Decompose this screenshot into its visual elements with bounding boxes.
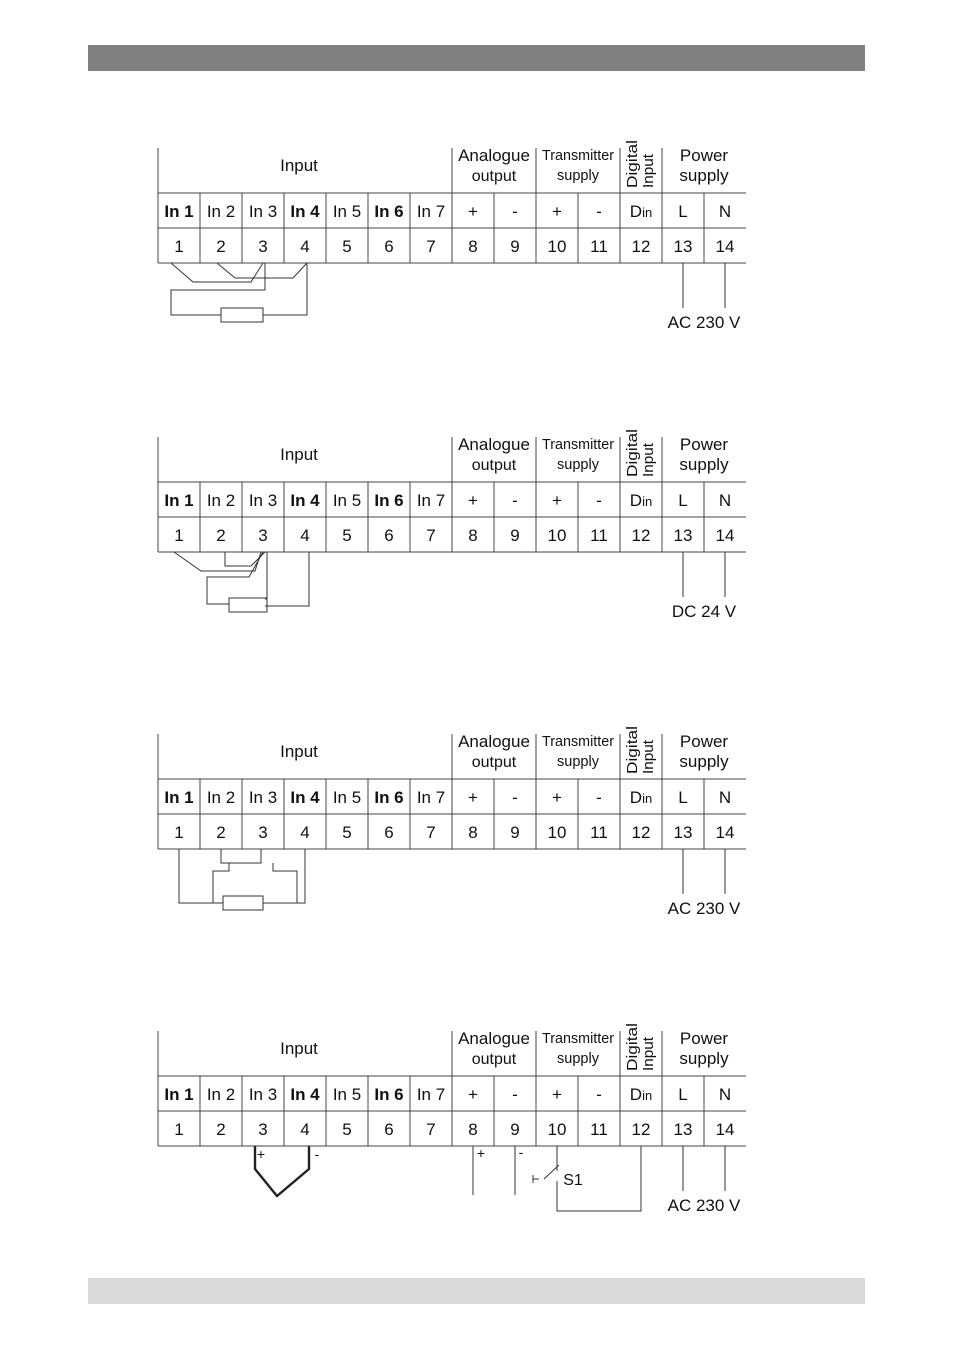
header-transmitter-1: Transmitter <box>542 1030 614 1047</box>
supply-label: DC 24 V <box>671 602 737 621</box>
terminal-number-1: 1 <box>174 1120 184 1139</box>
terminal-label-3: In 3 <box>248 491 278 510</box>
terminal-label-8: + <box>468 1085 478 1104</box>
terminal-number-10: 10 <box>547 526 567 545</box>
header-transmitter-2: supply <box>557 753 600 770</box>
terminal-label-8: + <box>468 202 478 221</box>
header-power-2: supply <box>679 752 729 771</box>
resistor-symbol <box>221 308 263 322</box>
header-power-2: supply <box>679 1049 729 1068</box>
supply-label: AC 230 V <box>667 899 741 918</box>
terminal-number-2: 2 <box>216 526 226 545</box>
switch-actuator <box>533 1175 539 1183</box>
resistor-wire-b <box>273 863 297 903</box>
terminal-label-4: In 4 <box>290 202 320 221</box>
thermocouple-minus: - <box>314 1146 320 1162</box>
terminal-number-1: 1 <box>174 526 184 545</box>
terminal-label-14: N <box>718 788 732 807</box>
resistor-wire-c <box>265 552 309 606</box>
supply-label: AC 230 V <box>667 313 741 332</box>
terminal-number-7: 7 <box>426 237 436 256</box>
header-transmitter-2: supply <box>557 167 600 184</box>
terminal-label-10: + <box>552 788 562 807</box>
header-input: Input <box>280 1039 318 1058</box>
switch-label: S1 <box>563 1172 583 1189</box>
terminal-number-1: 1 <box>174 823 184 842</box>
terminal-label-13: L <box>678 1085 688 1104</box>
terminal-number-5: 5 <box>342 1120 352 1139</box>
terminal-number-11: 11 <box>590 823 608 842</box>
terminal-label-2: In 2 <box>206 1085 236 1104</box>
header-analogue-2: output <box>471 168 517 185</box>
resistor-wire-a <box>207 552 263 604</box>
terminal-number-13: 13 <box>673 237 693 256</box>
header-input: Input <box>280 742 318 761</box>
terminal-number-3: 3 <box>258 526 268 545</box>
terminal-number-10: 10 <box>547 237 567 256</box>
terminal-number-8: 8 <box>468 823 478 842</box>
terminal-label-11: - <box>596 202 602 221</box>
terminal-label-7: In 7 <box>416 491 446 510</box>
terminal-label-5: In 5 <box>332 1085 362 1104</box>
terminal-number-10: 10 <box>547 1120 567 1139</box>
terminal-label-5: In 5 <box>332 491 362 510</box>
terminal-label-1: In 1 <box>164 491 194 510</box>
terminal-label-3: In 3 <box>248 1085 278 1104</box>
terminal-number-4: 4 <box>300 1120 310 1139</box>
terminal-number-7: 7 <box>426 1120 436 1139</box>
terminal-label-6: In 6 <box>374 491 404 510</box>
terminal-number-7: 7 <box>426 526 436 545</box>
header-digital-2: Input <box>640 443 657 477</box>
terminal-label-5: In 5 <box>332 788 362 807</box>
resistor-symbol <box>229 598 267 612</box>
wiring-diagram-svg <box>150 130 760 350</box>
terminal-number-14: 14 <box>715 823 735 842</box>
terminal-label-12: Din <box>629 491 653 510</box>
header-digital-1: Digital <box>624 1029 641 1071</box>
wiring-diagram-1 <box>150 130 760 350</box>
terminal-label-1: In 1 <box>164 788 194 807</box>
header-transmitter-1: Transmitter <box>542 436 614 453</box>
terminal-number-3: 3 <box>258 1120 268 1139</box>
header-analogue-1: Analogue <box>458 146 530 165</box>
wiring-diagram-4 <box>150 1013 760 1233</box>
terminal-label-5: In 5 <box>332 202 362 221</box>
terminal-label-14: N <box>718 491 732 510</box>
terminal-number-14: 14 <box>715 237 735 256</box>
bridge-1-3 <box>171 263 263 282</box>
terminal-number-3: 3 <box>258 237 268 256</box>
terminal-label-12: Din <box>629 202 653 221</box>
header-power-1: Power <box>679 732 729 751</box>
terminal-number-4: 4 <box>300 526 310 545</box>
wire-terminal-1 <box>179 849 223 903</box>
terminal-number-8: 8 <box>468 237 478 256</box>
wiring-diagram-svg <box>150 716 760 936</box>
header-input: Input <box>280 156 318 175</box>
bridge-2-3 <box>221 849 261 863</box>
header-analogue-1: Analogue <box>458 1029 530 1048</box>
resistor-wire-b <box>265 552 267 599</box>
terminal-label-8: + <box>468 491 478 510</box>
terminal-number-9: 9 <box>510 823 520 842</box>
resistor-symbol <box>223 896 263 910</box>
header-power-1: Power <box>679 146 729 165</box>
terminal-number-11: 11 <box>590 237 608 256</box>
switch-blade <box>544 1165 559 1179</box>
header-power-1: Power <box>679 1029 729 1048</box>
terminal-label-9: - <box>512 788 518 807</box>
terminal-number-5: 5 <box>342 823 352 842</box>
terminal-label-4: In 4 <box>290 1085 320 1104</box>
terminal-label-13: L <box>678 202 688 221</box>
bridge-1-3 <box>174 552 261 571</box>
header-analogue-1: Analogue <box>458 435 530 454</box>
terminal-number-14: 14 <box>715 526 735 545</box>
terminal-label-10: + <box>552 202 562 221</box>
terminal-number-2: 2 <box>216 1120 226 1139</box>
terminal-number-9: 9 <box>510 1120 520 1139</box>
terminal-label-12: Din <box>629 1085 653 1104</box>
header-analogue-1: Analogue <box>458 732 530 751</box>
terminal-number-2: 2 <box>216 823 226 842</box>
header-digital-2: Input <box>640 154 657 188</box>
wiring-diagram-2 <box>150 419 760 639</box>
terminal-label-10: + <box>552 491 562 510</box>
wire-terminal-4 <box>263 849 305 903</box>
terminal-number-14: 14 <box>715 1120 735 1139</box>
terminal-number-8: 8 <box>468 526 478 545</box>
terminal-label-11: - <box>596 1085 602 1104</box>
analogue-minus-sign: - <box>518 1144 524 1160</box>
terminal-label-14: N <box>718 202 732 221</box>
header-digital-1: Digital <box>624 146 641 188</box>
terminal-label-7: In 7 <box>416 202 446 221</box>
terminal-number-6: 6 <box>384 823 394 842</box>
terminal-number-12: 12 <box>631 526 651 545</box>
terminal-number-13: 13 <box>673 1120 693 1139</box>
terminal-number-3: 3 <box>258 823 268 842</box>
terminal-number-1: 1 <box>174 237 184 256</box>
terminal-label-8: + <box>468 788 478 807</box>
resistor-wire-a <box>213 863 229 903</box>
terminal-number-6: 6 <box>384 1120 394 1139</box>
terminal-label-11: - <box>596 788 602 807</box>
header-bar <box>88 45 865 71</box>
header-transmitter-1: Transmitter <box>542 147 614 164</box>
analogue-plus-sign: + <box>476 1145 486 1161</box>
wiring-diagram-svg <box>150 1013 760 1233</box>
terminal-label-7: In 7 <box>416 1085 446 1104</box>
terminal-number-4: 4 <box>300 237 310 256</box>
header-transmitter-2: supply <box>557 1050 600 1067</box>
terminal-number-5: 5 <box>342 526 352 545</box>
terminal-number-9: 9 <box>510 237 520 256</box>
terminal-label-4: In 4 <box>290 491 320 510</box>
terminal-label-11: - <box>596 491 602 510</box>
terminal-number-8: 8 <box>468 1120 478 1139</box>
header-transmitter-1: Transmitter <box>542 733 614 750</box>
terminal-number-6: 6 <box>384 237 394 256</box>
resistor-wire-a <box>171 263 265 315</box>
terminal-number-2: 2 <box>216 237 226 256</box>
header-analogue-2: output <box>471 754 517 771</box>
terminal-label-3: In 3 <box>248 788 278 807</box>
header-power-2: supply <box>679 455 729 474</box>
header-analogue-2: output <box>471 457 517 474</box>
terminal-number-13: 13 <box>673 823 693 842</box>
header-digital-2: Input <box>640 740 657 774</box>
terminal-number-11: 11 <box>590 526 608 545</box>
supply-label: AC 230 V <box>667 1196 741 1215</box>
terminal-number-9: 9 <box>510 526 520 545</box>
header-digital-1: Digital <box>624 435 641 477</box>
terminal-label-12: Din <box>629 788 653 807</box>
terminal-label-6: In 6 <box>374 202 404 221</box>
terminal-label-9: - <box>512 1085 518 1104</box>
terminal-label-7: In 7 <box>416 788 446 807</box>
thermocouple-plus: + <box>256 1146 266 1162</box>
terminal-label-2: In 2 <box>206 491 236 510</box>
wiring-diagram-svg <box>150 419 760 639</box>
header-transmitter-2: supply <box>557 456 600 473</box>
terminal-number-6: 6 <box>384 526 394 545</box>
terminal-number-4: 4 <box>300 823 310 842</box>
terminal-label-2: In 2 <box>206 788 236 807</box>
terminal-label-1: In 1 <box>164 202 194 221</box>
terminal-number-11: 11 <box>590 1120 608 1139</box>
terminal-label-14: N <box>718 1085 732 1104</box>
terminal-label-6: In 6 <box>374 1085 404 1104</box>
terminal-number-5: 5 <box>342 237 352 256</box>
terminal-label-3: In 3 <box>248 202 278 221</box>
terminal-number-12: 12 <box>631 1120 651 1139</box>
header-digital-1: Digital <box>624 732 641 774</box>
terminal-label-4: In 4 <box>290 788 320 807</box>
terminal-number-12: 12 <box>631 237 651 256</box>
header-input: Input <box>280 445 318 464</box>
terminal-label-6: In 6 <box>374 788 404 807</box>
header-power-2: supply <box>679 166 729 185</box>
terminal-label-1: In 1 <box>164 1085 194 1104</box>
header-power-1: Power <box>679 435 729 454</box>
wiring-diagram-3 <box>150 716 760 936</box>
terminal-number-7: 7 <box>426 823 436 842</box>
terminal-number-10: 10 <box>547 823 567 842</box>
terminal-label-9: - <box>512 202 518 221</box>
terminal-number-13: 13 <box>673 526 693 545</box>
footer-bar <box>88 1278 865 1304</box>
terminal-label-9: - <box>512 491 518 510</box>
terminal-label-13: L <box>678 491 688 510</box>
terminal-label-2: In 2 <box>206 202 236 221</box>
terminal-number-12: 12 <box>631 823 651 842</box>
header-digital-2: Input <box>640 1037 657 1071</box>
terminal-label-10: + <box>552 1085 562 1104</box>
header-analogue-2: output <box>471 1051 517 1068</box>
terminal-label-13: L <box>678 788 688 807</box>
